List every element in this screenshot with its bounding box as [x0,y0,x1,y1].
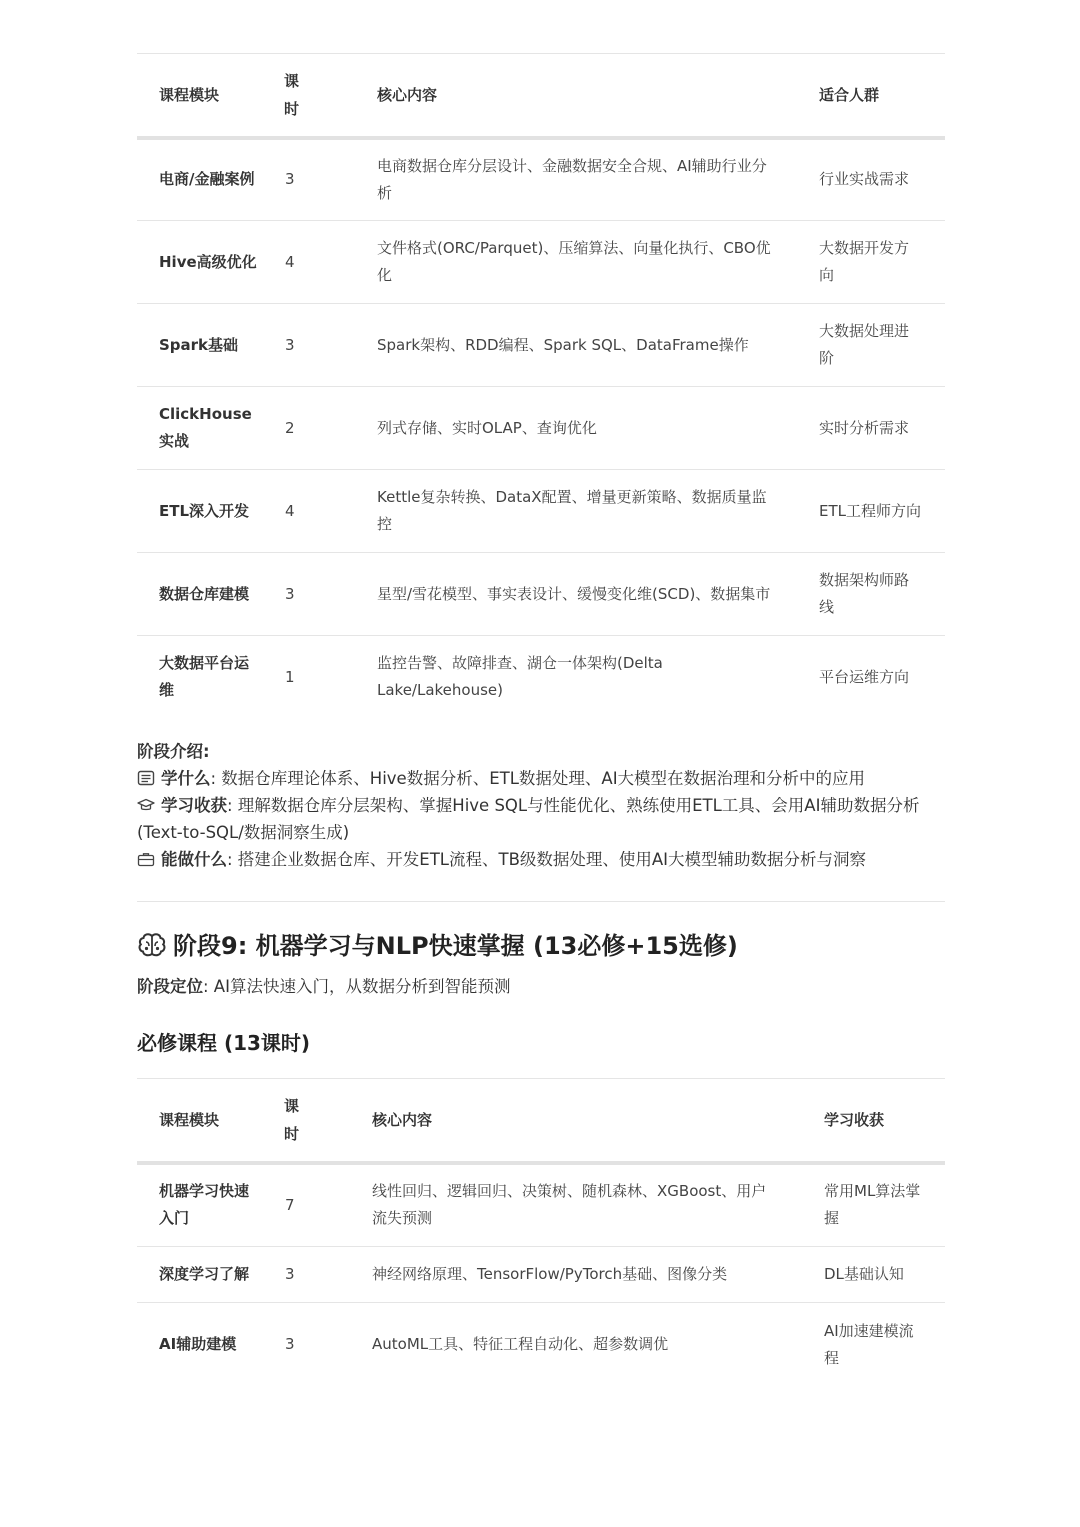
cell-module: 深度学习了解 [137,1247,285,1303]
table-row [137,470,945,553]
cell-module: Hive高级优化 [137,221,285,304]
cell-module: 数据仓库建模 [137,553,285,636]
table-row [137,553,945,636]
cell-content: 列式存储、实时OLAP、查询优化 [355,387,797,470]
cell-content: 监控告警、故障排查、湖仓一体架构(Delta Lake/Lakehouse) [377,654,663,700]
table-header-row [137,54,945,138]
header-module: 课程模块 [137,1079,285,1163]
cell-hours: 7 [285,1163,350,1247]
cell-module: Spark基础 [137,304,285,387]
stage9-position [137,973,510,1000]
table-row [137,138,945,221]
header-content: 核心内容 [350,1079,802,1163]
gain-text: : 理解数据仓库分层架构、掌握Hive SQL与性能优化、熟练使用ETL工具、会用AI辅助数据分析(Text-to-SQL/数据洞察生成) [137,796,920,842]
cell-audience: ETL工程师方向 [797,470,945,553]
cell-content: 线性回归、逻辑回归、决策树、随机森林、XGBoost、用户流失预测 [350,1163,802,1247]
cell-module: ClickHouse实战 [137,387,285,470]
course-table-stage9 [137,1078,945,1387]
header-audience: 适合人群 [797,54,945,138]
cell-module: 大数据平台运维 [159,654,250,700]
cell-hours: 2 [285,387,355,470]
cell-module: AI辅助建模 [159,1335,237,1354]
cell-content: Spark架构、RDD编程、Spark SQL、DataFrame操作 [355,304,797,387]
cell-hours: 1 [285,667,295,686]
cell-hours: 3 [285,138,355,221]
cell-audience: 实时分析需求 [797,387,945,470]
table-row [137,636,945,719]
cell-module: ETL深入开发 [137,470,285,553]
cell-gain: DL基础认知 [802,1247,945,1303]
cell-hours: 3 [285,304,355,387]
stage9-title-text: 阶段9: 机器学习与NLP快速掌握 (13必修+15选修) [173,932,738,960]
cell-hours: 4 [285,221,355,304]
cell-content: 电商数据仓库分层设计、金融数据安全合规、AI辅助行业分析 [355,138,797,221]
cell-content: 神经网络原理、TensorFlow/PyTorch基础、图像分类 [350,1247,802,1303]
stage-intro-title: 阶段介绍: [137,742,210,761]
brain-icon [137,931,167,959]
table-header-row [137,1079,945,1163]
table-row [137,387,945,470]
cell-module: 电商/金融案例 [137,138,285,221]
table-row [137,1247,945,1303]
can-label: 能做什么 [161,850,227,869]
cell-hours: 4 [285,470,355,553]
cell-content: Kettle复杂转换、DataX配置、增量更新策略、数据质量监控 [355,470,797,553]
table-row [137,1303,945,1387]
cell-hours: 3 [285,1247,350,1303]
table-row [137,304,945,387]
cell-audience: 平台运维方向 [819,667,910,686]
cell-gain: AI加速建模流程 [824,1321,914,1367]
stage-intro-can [137,846,945,873]
graduation-cap-icon [137,794,157,810]
cell-audience: 大数据处理进阶 [797,304,945,387]
stage-intro-gain [137,792,945,846]
position-label: 阶段定位 [137,977,203,996]
header-hours: 课 时 [285,54,355,138]
book-icon [137,767,157,783]
cell-hours: 3 [285,1335,295,1354]
cell-audience: 行业实战需求 [797,138,945,221]
learn-label: 学什么 [161,769,211,788]
cell-content: AutoML工具、特征工程自动化、超参数调优 [372,1335,669,1354]
cell-audience: 数据架构师路线 [797,553,945,636]
position-text: : AI算法快速入门，从数据分析到智能预测 [203,977,511,996]
learn-text: : 数据仓库理论体系、Hive数据分析、ETL数据处理、AI大模型在数据治理和分析中的应用 [210,769,866,788]
cell-module: 机器学习快速入门 [137,1163,285,1247]
required-courses-title: 必修课程 (13课时) [137,1031,311,1055]
cell-hours: 3 [285,553,355,636]
table-row [137,221,945,304]
cell-content: 文件格式(ORC/Parquet)、压缩算法、向量化执行、CBO优化 [355,221,797,304]
gain-label: 学习收获 [161,796,227,815]
header-hours: 课 时 [285,1079,350,1163]
header-module: 课程模块 [137,54,285,138]
stage-intro-learn [137,765,945,792]
stage9-title [137,926,738,966]
briefcase-icon [137,848,157,864]
stage-intro [137,738,945,873]
section-divider [137,901,945,902]
can-text: : 搭建企业数据仓库、开发ETL流程、TB级数据处理、使用AI大模型辅助数据分析与洞察 [227,850,867,869]
cell-gain: 常用ML算法掌握 [802,1163,945,1247]
header-content: 核心内容 [355,54,797,138]
table-row [137,1163,945,1247]
cell-content: 星型/雪花模型、事实表设计、缓慢变化维(SCD)、数据集市 [355,553,797,636]
course-table-stage8 [137,53,945,719]
header-gain: 学习收获 [802,1079,945,1163]
cell-audience: 大数据开发方向 [797,221,945,304]
